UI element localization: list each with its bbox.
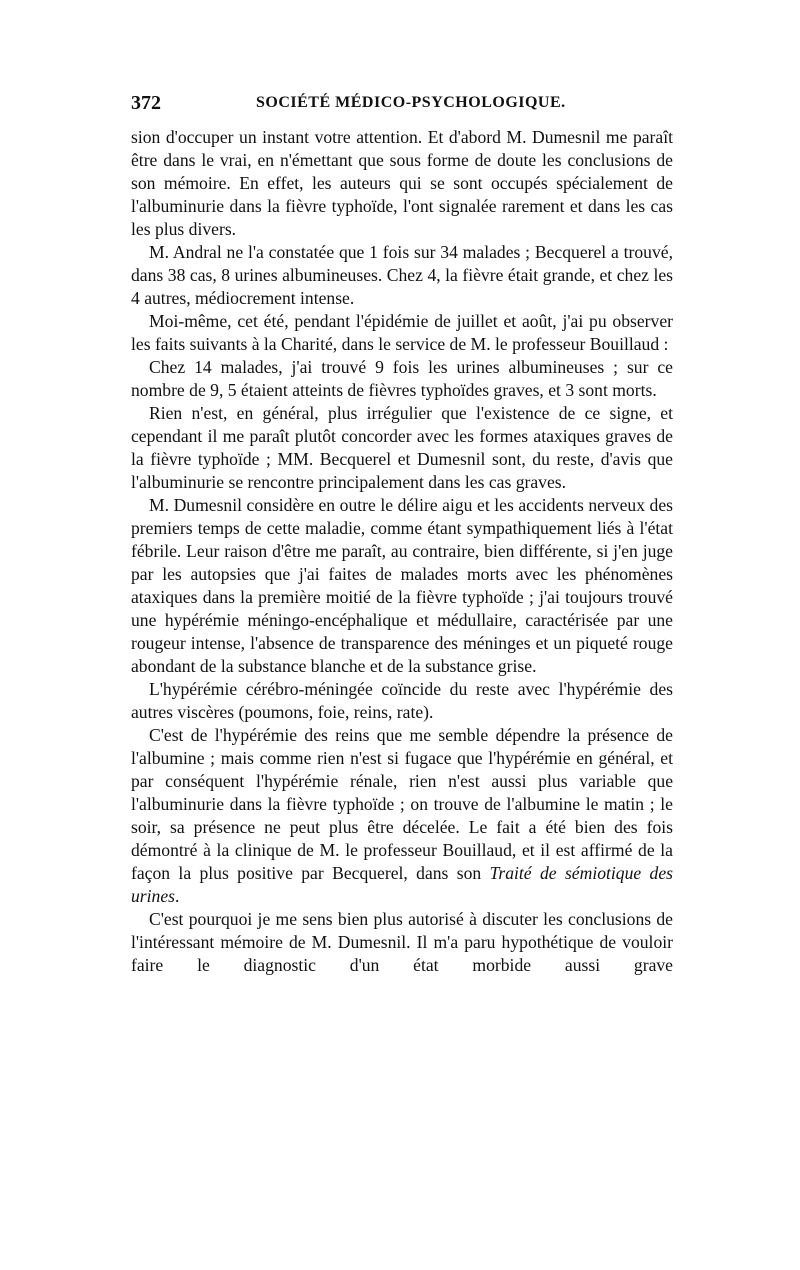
paragraph-3: Moi-même, cet été, pendant l'épidémie de juillet et août, j'ai pu observer les faits suivants à la Charité, dans le service de M. le professeur Bouillaud :: [131, 311, 673, 354]
page-number: 372: [131, 92, 161, 114]
paragraph-8-text: C'est de l'hypérémie des reins que me semble dépendre la présence de l'albumine ; mais comme rien n'est si fugace que l'hypérémie en général, et par conséquent l'hypérémie rénale, rien n'est aussi plus variable que l'albuminurie dans la fièvre typhoïde ; on trouve de l'albumine le matin ; le soir, sa présence ne peut plus être décelée. Le fait a été bien des fois démontré à la clinique de M. le professeur Bouillaud, et il est affirmé de la façon la plus positive par Becquerel, dans son: [131, 725, 673, 883]
paragraph-5: Rien n'est, en général, plus irrégulier que l'existence de ce signe, et cependant il me paraît plutôt concorder avec les formes ataxiques graves de la fièvre typhoïde ; MM. Becquerel et Dumesnil sont, du reste, d'avis que l'albuminurie se rencontre principalement dans les cas graves.: [131, 403, 673, 492]
paragraph-6: M. Dumesnil considère en outre le délire aigu et les accidents nerveux des premiers temps de cette maladie, comme étant sympathiquement liés à l'état fébrile. Leur raison d'être me paraît, au contraire, bien différente, si j'en juge par les autopsies que j'ai faites de malades morts avec les phénomènes ataxiques dans la première moitié de la fièvre typhoïde ; j'ai toujours trouvé une hypérémie méningo-encéphalique et médullaire, caractérisée par une rougeur intense, l'absence de transparence des méninges et un piqueté rouge abondant de la substance blanche et de la substance grise.: [131, 495, 673, 676]
book-page: [131, 92, 673, 977]
running-head: [131, 92, 673, 126]
paragraph-8: [131, 724, 673, 908]
body-text: [131, 126, 673, 977]
paragraph-7: L'hypérémie cérébro-méningée coïncide du reste avec l'hypérémie des autres viscères (poumons, foie, reins, rate).: [131, 679, 673, 722]
running-title: SOCIÉTÉ MÉDICO-PSYCHOLOGIQUE.: [256, 94, 566, 111]
paragraph-9: C'est pourquoi je me sens bien plus autorisé à discuter les conclusions de l'intéressant mémoire de M. Dumesnil. Il m'a paru hypothétique de vouloir faire le diagnostic d'un état morbide aussi grave: [131, 909, 673, 975]
paragraph-1: sion d'occuper un instant votre attention. Et d'abord M. Dumesnil me paraît être dans le vrai, en n'émettant que sous forme de doute les conclusions de son mémoire. En effet, les auteurs qui se sont occupés spécialement de l'albuminurie dans la fièvre typhoïde, l'ont signalée rarement et dans les cas les plus divers.: [131, 127, 673, 239]
paragraph-4: Chez 14 malades, j'ai trouvé 9 fois les urines albumineuses ; sur ce nombre de 9, 5 étaient atteints de fièvres typhoïdes graves, et 3 sont morts.: [131, 357, 673, 400]
book-title-italic: Traité de sémiotique des urines: [131, 863, 673, 906]
paragraph-8-end: .: [174, 886, 180, 906]
paragraph-2: M. Andral ne l'a constatée que 1 fois sur 34 malades ; Becquerel a trouvé, dans 38 cas, 8 urines albumineuses. Chez 4, la fièvre était grande, et chez les 4 autres, médiocrement intense.: [131, 242, 673, 308]
